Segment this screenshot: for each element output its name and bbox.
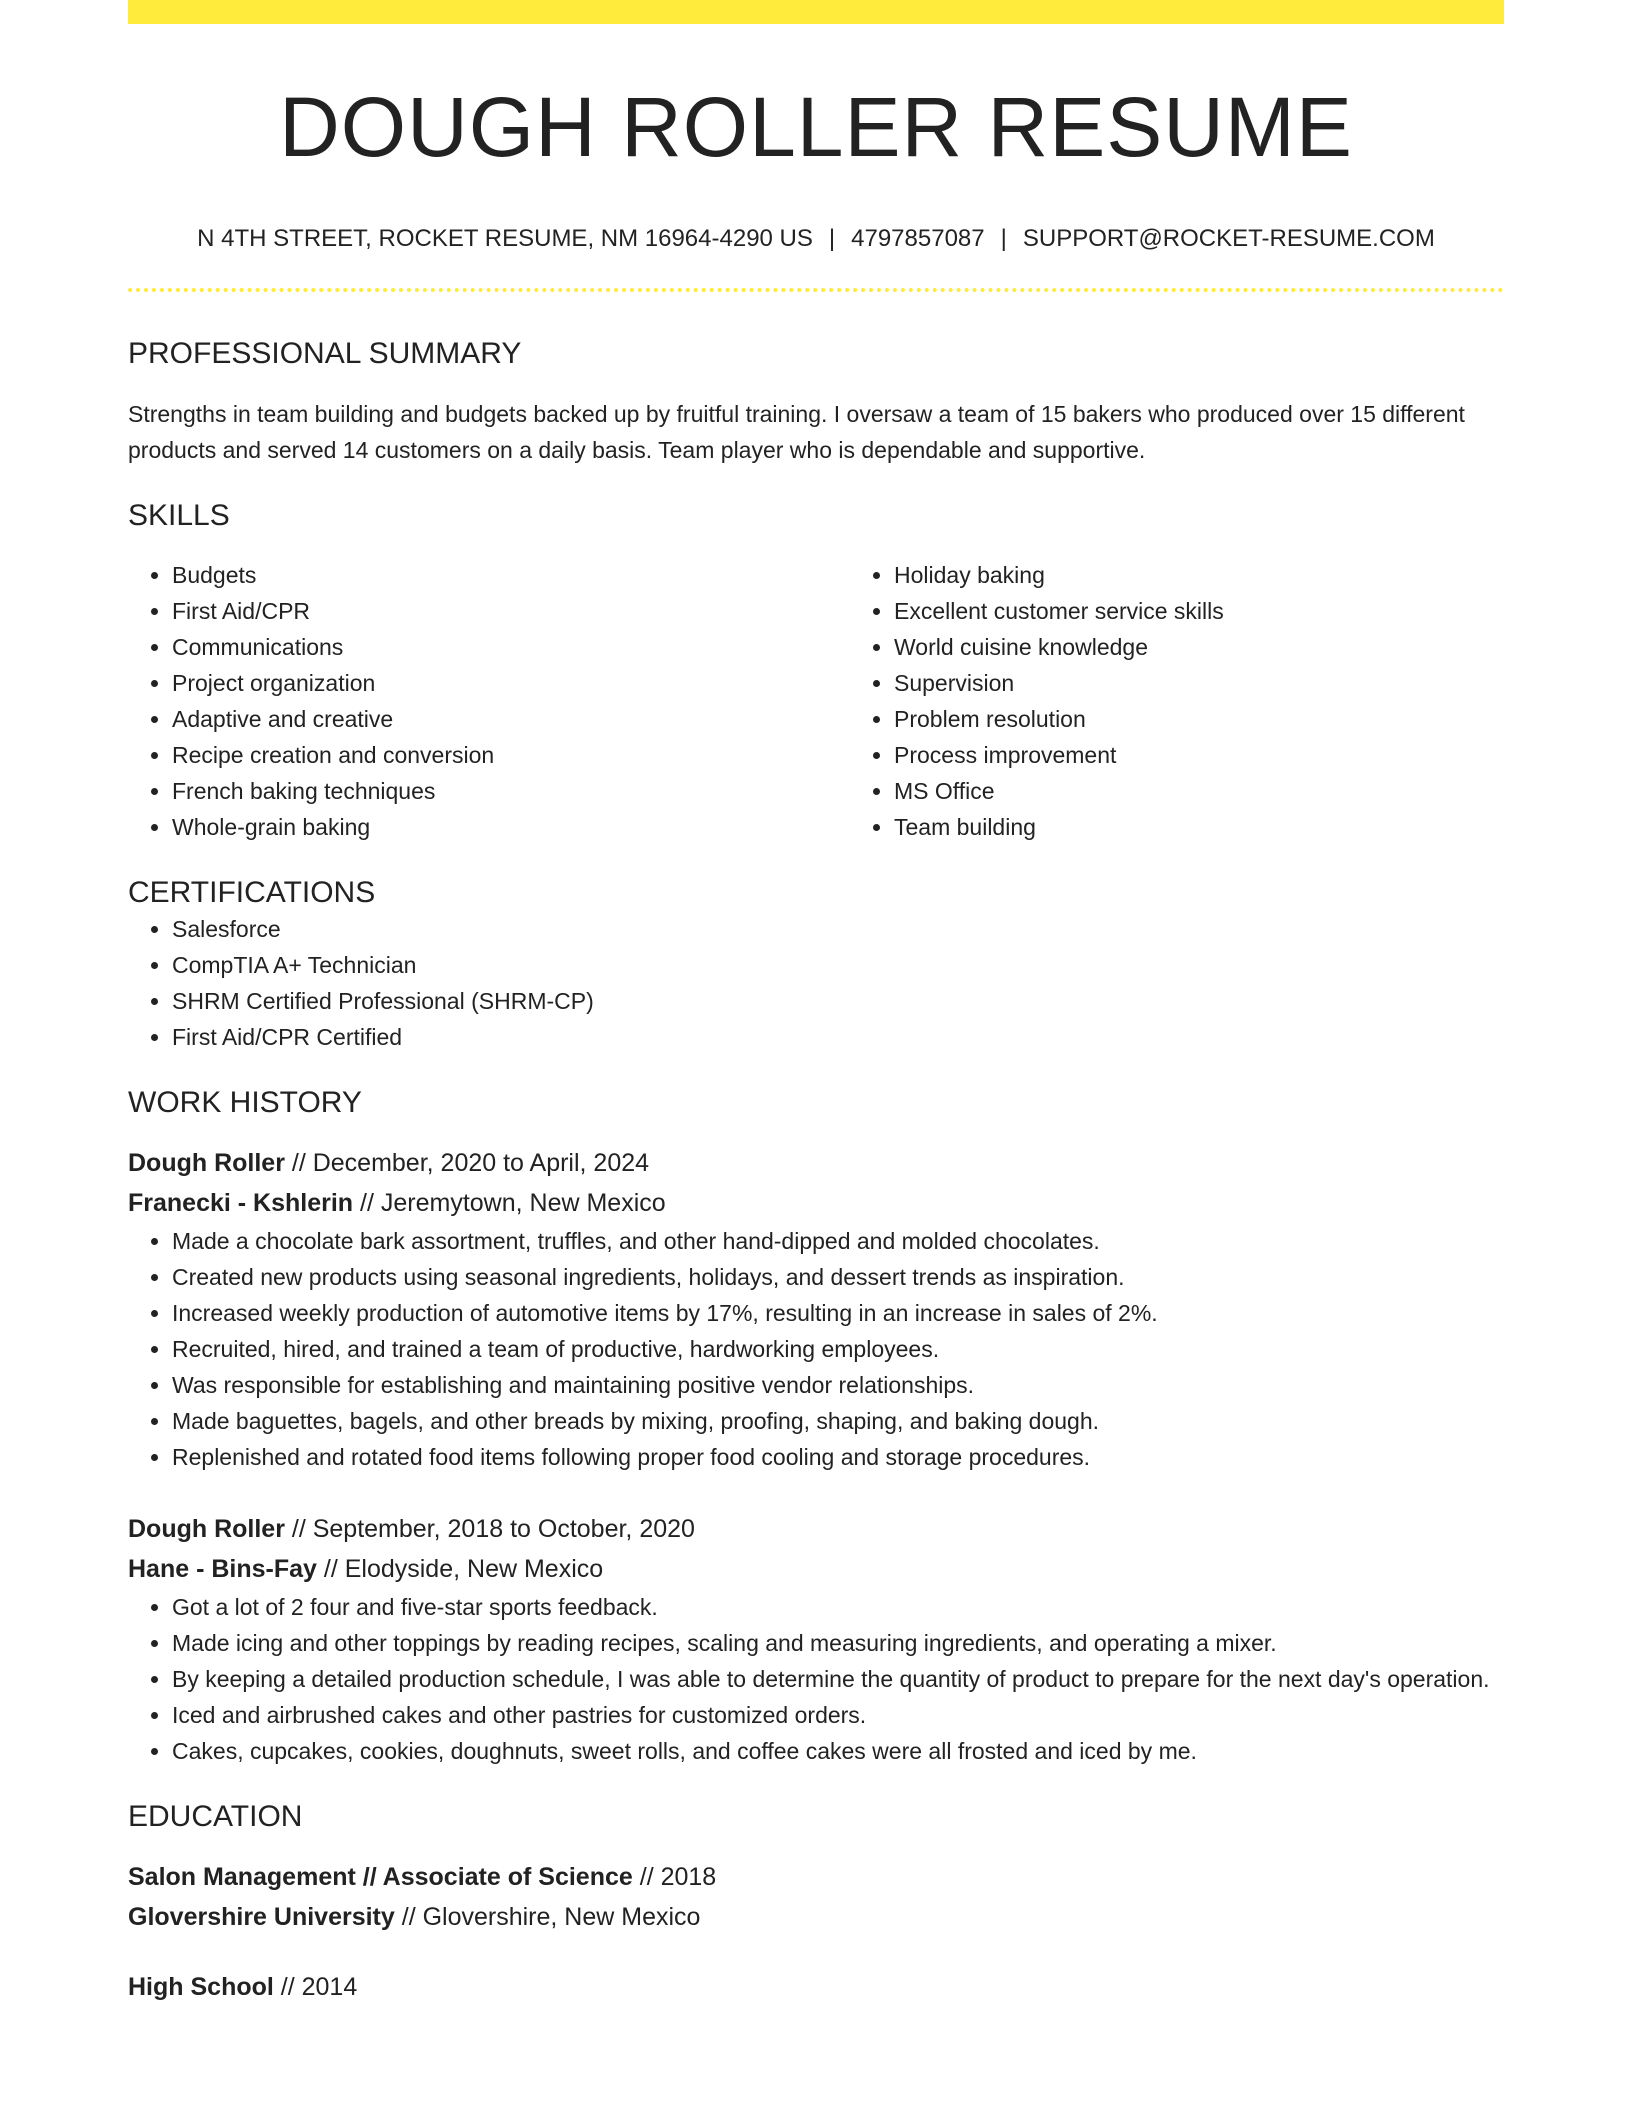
list-item: • Whole-grain baking — [172, 809, 850, 845]
phone: 4797857087 — [851, 225, 985, 252]
list-item: • Team building — [894, 809, 1572, 845]
summary-heading: PROFESSIONAL SUMMARY — [128, 337, 522, 370]
resume-page — [128, 0, 1504, 2007]
skills-right-list — [850, 557, 1572, 845]
education-school-line — [128, 1897, 1504, 1937]
list-item: • French baking techniques — [172, 773, 850, 809]
list-item: • Made a chocolate bark assortment, truffles, and other hand-dipped and molded chocolates. — [172, 1223, 1504, 1259]
list-item: • Recruited, hired, and trained a team of productive, hardworking employees. — [172, 1331, 1504, 1367]
skills-heading: SKILLS — [128, 499, 230, 532]
list-item: • World cuisine knowledge — [894, 629, 1572, 665]
list-item: • Holiday baking — [894, 557, 1572, 593]
contact-line — [128, 223, 1504, 255]
list-item: • Budgets — [172, 557, 850, 593]
list-item: • MS Office — [894, 773, 1572, 809]
list-item: • By keeping a detailed production schedule, I was able to determine the quantity of product to prepare for the next day's operation. — [172, 1661, 1504, 1697]
job-company-line — [128, 1183, 1504, 1223]
list-item: • Increased weekly production of automotive items by 17%, resulting in an increase in sales of 2%. — [172, 1295, 1504, 1331]
education-year: // 2014 — [273, 1973, 358, 2001]
list-item: • Iced and airbrushed cakes and other pastries for customized orders. — [172, 1697, 1504, 1733]
job-dates: // September, 2018 to October, 2020 — [284, 1515, 695, 1543]
education-degree-line — [128, 1857, 1504, 1897]
work-history-heading: WORK HISTORY — [128, 1086, 362, 1119]
resume-title: DOUGH ROLLER RESUME — [279, 80, 1353, 174]
job-role-line — [128, 1509, 1504, 1549]
list-item: • Excellent customer service skills — [894, 593, 1572, 629]
list-item: • Salesforce — [172, 911, 1504, 947]
job-location: // Jeremytown, New Mexico — [353, 1189, 666, 1217]
job-location: // Elodyside, New Mexico — [316, 1555, 604, 1583]
dotted-divider — [128, 288, 1504, 292]
job-company: Hane - Bins-Fay — [128, 1555, 317, 1583]
list-item: • Was responsible for establishing and maintaining positive vendor relationships. — [172, 1367, 1504, 1403]
contact-separator: | — [1000, 225, 1007, 252]
list-item: • Replenished and rotated food items following proper food cooling and storage procedures. — [172, 1439, 1504, 1475]
list-item: • Adaptive and creative — [172, 701, 850, 737]
certifications-heading: CERTIFICATIONS — [128, 876, 376, 909]
job-role: Dough Roller — [128, 1515, 285, 1543]
list-item: • Made icing and other toppings by reading recipes, scaling and measuring ingredients, and operating a mixer. — [172, 1625, 1504, 1661]
list-item: • Process improvement — [894, 737, 1572, 773]
list-item: • SHRM Certified Professional (SHRM-CP) — [172, 983, 1504, 1019]
education-school: Glovershire University — [128, 1903, 395, 1931]
list-item: • First Aid/CPR — [172, 593, 850, 629]
list-item: • Project organization — [172, 665, 850, 701]
education-location: // Glovershire, New Mexico — [394, 1903, 701, 1931]
education-degree: High School — [128, 1973, 274, 2001]
accent-top-bar — [128, 0, 1504, 24]
education-year: // 2018 — [632, 1863, 717, 1891]
job-role-line — [128, 1143, 1504, 1183]
job-company: Franecki - Kshlerin — [128, 1189, 354, 1217]
education-degree: Salon Management // Associate of Science — [128, 1863, 633, 1891]
list-item: • Created new products using seasonal ingredients, holidays, and dessert trends as inspiration. — [172, 1259, 1504, 1295]
certifications-list — [128, 911, 1504, 1055]
job-role: Dough Roller — [128, 1149, 285, 1177]
email: SUPPORT@ROCKET-RESUME.COM — [1022, 225, 1435, 252]
list-item: • Supervision — [894, 665, 1572, 701]
education-heading: EDUCATION — [128, 1800, 303, 1833]
list-item: • Got a lot of 2 four and five-star sports feedback. — [172, 1589, 1504, 1625]
skills-left-list — [128, 557, 850, 845]
skills-columns — [128, 557, 1504, 845]
list-item: • Problem resolution — [894, 701, 1572, 737]
list-item: • Made baguettes, bagels, and other breads by mixing, proofing, shaping, and baking dough. — [172, 1403, 1504, 1439]
address: N 4TH STREET, ROCKET RESUME, NM 16964-4290 US — [197, 225, 813, 252]
job-dates: // December, 2020 to April, 2024 — [284, 1149, 650, 1177]
education-degree-line — [128, 1967, 1504, 2007]
job-company-line — [128, 1549, 1504, 1589]
job-bullets — [128, 1223, 1504, 1475]
list-item: • Cakes, cupcakes, cookies, doughnuts, sweet rolls, and coffee cakes were all frosted and iced by me. — [172, 1733, 1504, 1769]
job-bullets — [128, 1589, 1504, 1769]
contact-separator: | — [828, 225, 836, 252]
list-item: • Recipe creation and conversion — [172, 737, 850, 773]
list-item: • Communications — [172, 629, 850, 665]
list-item: • First Aid/CPR Certified — [172, 1019, 1504, 1055]
list-item: • CompTIA A+ Technician — [172, 947, 1504, 983]
summary-text: Strengths in team building and budgets backed up by fruitful training. I oversaw a team of 15 bakers who produced over 15 different products and served 14 customers on a daily basis. Team player who is dependable and supportive. — [128, 401, 1465, 463]
